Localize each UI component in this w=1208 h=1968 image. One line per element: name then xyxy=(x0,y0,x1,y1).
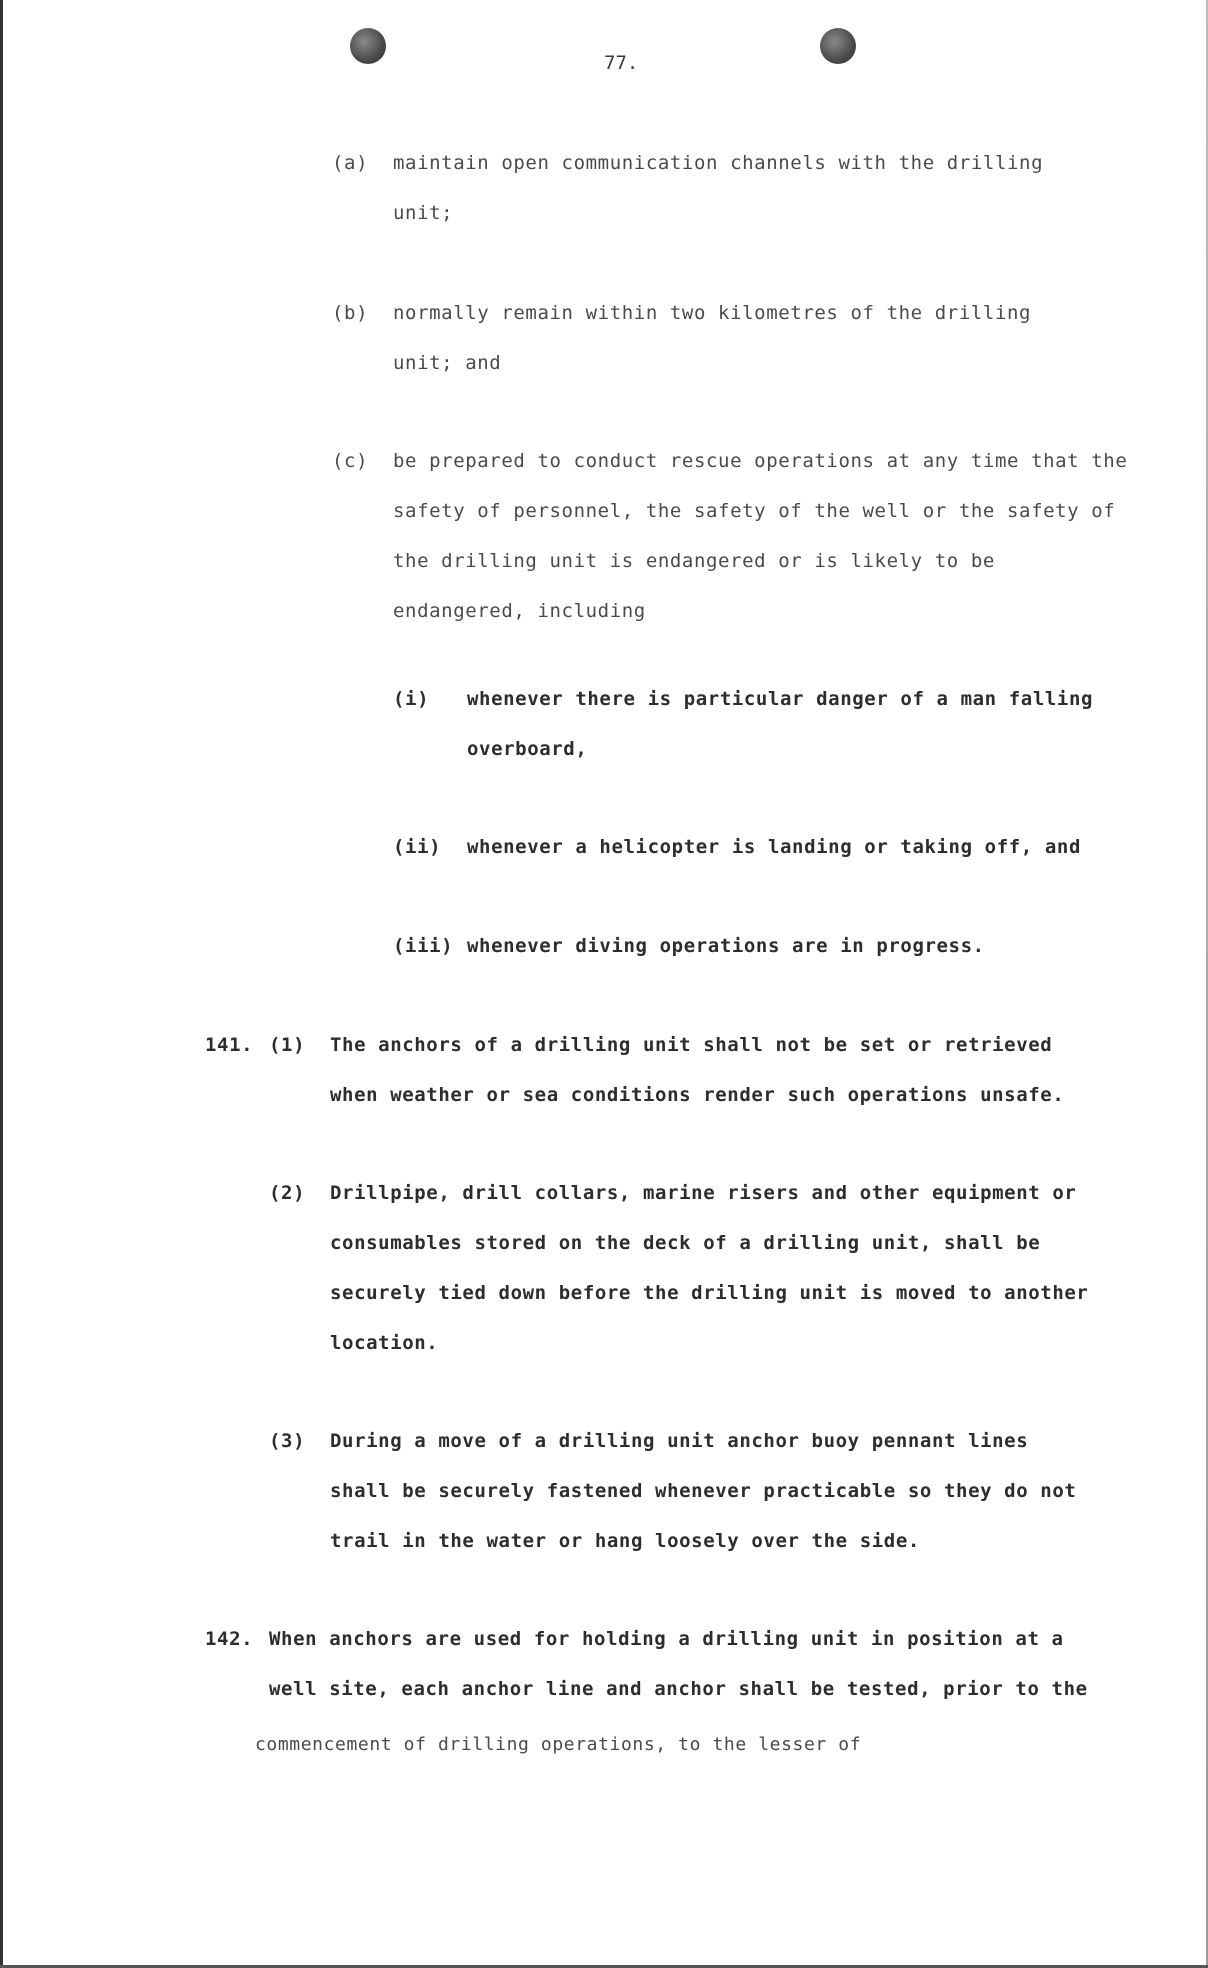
item-label-c: (c) xyxy=(332,450,369,472)
section-141-number: 141. xyxy=(205,1034,254,1056)
section-141-sub2-line-2: consumables stored on the deck of a drilling unit, shall be xyxy=(330,1232,1041,1254)
section-141-sub3-line-2: shall be securely fastened whenever practicable so they do not xyxy=(330,1480,1077,1502)
section-142-line-2: well site, each anchor line and anchor shall be tested, prior to the xyxy=(269,1678,1088,1700)
section-141-sub2-label: (2) xyxy=(269,1182,306,1204)
item-b-line-2: unit; and xyxy=(393,352,502,374)
section-142-number: 142. xyxy=(205,1628,254,1650)
section-142-line-1: When anchors are used for holding a drilling unit in position at a xyxy=(269,1628,1064,1650)
item-ii-line-1: whenever a helicopter is landing or taking off, and xyxy=(467,836,1081,858)
item-c-line-1: be prepared to conduct rescue operations at any time that the xyxy=(393,450,1128,472)
section-141-sub2-line-1: Drillpipe, drill collars, marine risers and other equipment or xyxy=(330,1182,1077,1204)
section-142-line-3: commencement of drilling operations, to the lesser of xyxy=(255,1734,862,1755)
item-label-iii: (iii) xyxy=(393,935,454,957)
item-c-line-3: the drilling unit is endangered or is likely to be xyxy=(393,550,995,572)
scan-edge-left xyxy=(0,0,3,1968)
item-c-line-2: safety of personnel, the safety of the well or the safety of xyxy=(393,500,1116,522)
punch-hole-left-icon xyxy=(350,28,386,64)
item-i-line-2: overboard, xyxy=(467,738,588,760)
section-141-sub3-line-1: During a move of a drilling unit anchor buoy pennant lines xyxy=(330,1430,1029,1452)
item-c-line-4: endangered, including xyxy=(393,600,646,622)
section-141-sub2-line-3: securely tied down before the drilling unit is moved to another xyxy=(330,1282,1089,1304)
section-141-sub2-line-4: location. xyxy=(330,1332,439,1354)
item-label-b: (b) xyxy=(332,302,369,324)
item-label-i: (i) xyxy=(393,688,430,710)
item-i-line-1: whenever there is particular danger of a man falling xyxy=(467,688,1094,710)
section-141-sub1-line-2: when weather or sea conditions render such operations unsafe. xyxy=(330,1084,1065,1106)
item-a-line-2: unit; xyxy=(393,202,454,224)
item-b-line-1: normally remain within two kilometres of the drilling xyxy=(393,302,1032,324)
section-141-sub3-label: (3) xyxy=(269,1430,306,1452)
item-iii-line-1: whenever diving operations are in progress. xyxy=(467,935,985,957)
section-141-sub1-line-1: The anchors of a drilling unit shall not be set or retrieved xyxy=(330,1034,1053,1056)
punch-hole-right-icon xyxy=(820,28,856,64)
section-141-sub1-label: (1) xyxy=(269,1034,306,1056)
item-a-line-1: maintain open communication channels with the drilling xyxy=(393,152,1044,174)
item-label-a: (a) xyxy=(332,152,369,174)
page-number: 77. xyxy=(604,52,639,74)
section-141-sub3-line-3: trail in the water or hang loosely over the side. xyxy=(330,1530,920,1552)
item-label-ii: (ii) xyxy=(393,836,442,858)
